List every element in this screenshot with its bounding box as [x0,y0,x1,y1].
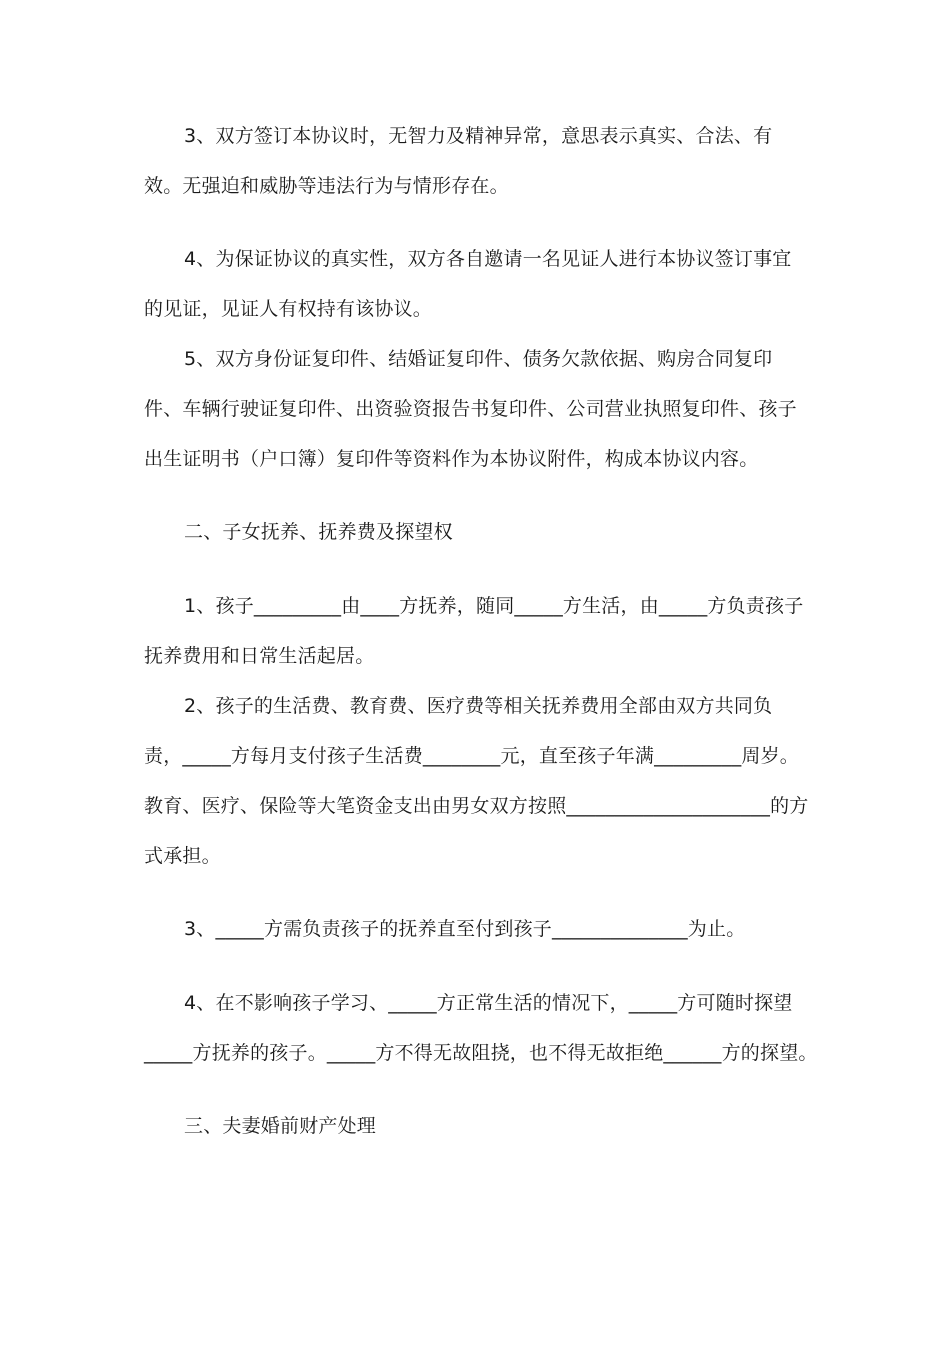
custody-2-line-1: 2、孩子的生活费、教育费、医疗费等相关抚养费用全部由双方共同负 [184,695,773,717]
custody-2-line-4: 式承担。 [144,845,221,867]
clause-3-line-1: 3、双方签订本协议时，无智力及精神异常，意思表示真实、合法、有 [184,125,773,147]
custody-4-line-2: _____方抚养的孩子。_____方不得无故阻挠，也不得无故拒绝______方的探望。 [144,1042,818,1064]
clause-4-line-2: 的见证，见证人有权持有该协议。 [144,298,433,320]
section-3-heading: 三、夫妻婚前财产处理 [184,1115,377,1137]
custody-3-line-1: 3、_____方需负责孩子的抚养直至付到孩子______________为止。 [184,918,746,940]
custody-1-line-1: 1、孩子_________由____方抚养，随同_____方生活，由_____方负责孩子 [184,595,804,617]
custody-2-line-3: 教育、医疗、保险等大笔资金支出由男女双方按照_____________________的方 [144,795,809,817]
custody-1-line-2: 抚养费用和日常生活起居。 [144,645,375,667]
clause-5-line-1: 5、双方身份证复印件、结婚证复印件、债务欠款依据、购房合同复印 [184,348,773,370]
clause-3-line-2: 效。无强迫和威胁等违法行为与情形存在。 [144,175,509,197]
clause-5-line-3: 出生证明书（户口簿）复印件等资料作为本协议附件，构成本协议内容。 [144,448,759,470]
clause-4-line-1: 4、为保证协议的真实性，双方各自邀请一名见证人进行本协议签订事宜 [184,248,792,270]
custody-2-line-2: 责，_____方每月支付孩子生活费________元，直至孩子年满_________周岁。 [144,745,800,767]
section-2-heading: 二、子女抚养、抚养费及探望权 [184,521,453,543]
clause-5-line-2: 件、车辆行驶证复印件、出资验资报告书复印件、公司营业执照复印件、孩子 [144,398,797,420]
custody-4-line-1: 4、在不影响孩子学习、_____方正常生活的情况下，_____方可随时探望 [184,992,793,1014]
